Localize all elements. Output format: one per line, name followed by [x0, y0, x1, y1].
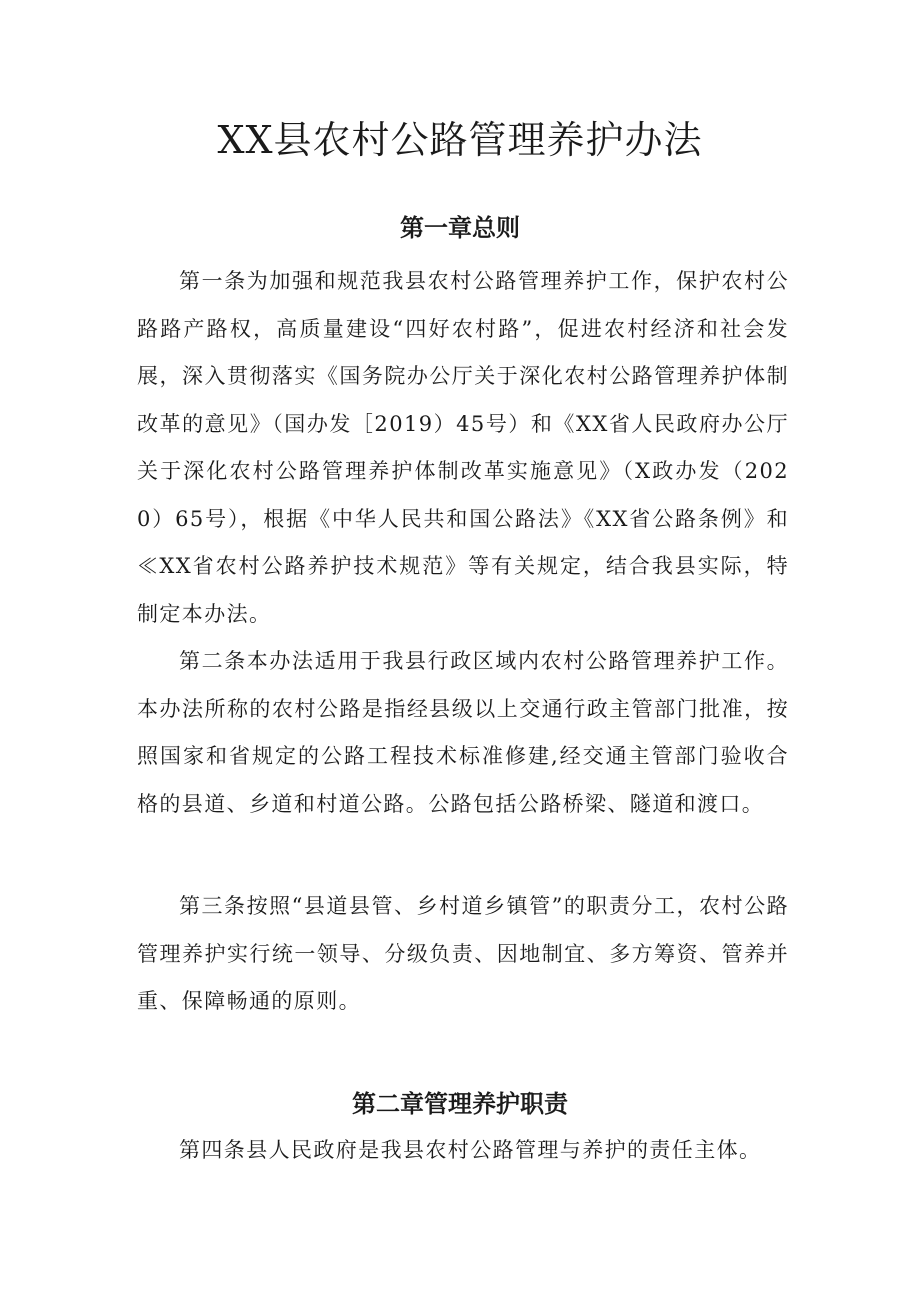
article-1: 第一条为加强和规范我县农村公路管理养护工作，保护农村公路路产路权，高质量建设“四好农村路”，促进农村经济和社会发展，深入贯彻落实《国务院办公厅关于深化农村公路管理养护体制改革的意见》（国办发［2019）45号）和《XX省人民政府办公厅关于深化农村公路管理养护体制改革实施意见》（X政办发（2020）65号），根据《中华人民共和国公路法》《XX省公路条例》和≪XX省农村公路养护技术规范》等有关规定，结合我县实际，特制定本办法。 [137, 269, 789, 626]
article-2: 第二条本办法适用于我县行政区域内农村公路管理养护工作。本办法所称的农村公路是指经县级以上交通行政主管部门批准，按照国家和省规定的公路工程技术标准修建,经交通主管部门验收合格的县道、乡道和村道公路。公路包括公路桥梁、隧道和渡口。 [137, 649, 789, 816]
chapter-2-heading: 第二章管理养护职责 [352, 1090, 568, 1118]
article-4: 第四条县人民政府是我县农村公路管理与养护的责任主体。 [179, 1138, 762, 1162]
chapter-1-heading: 第一章总则 [400, 214, 520, 242]
article-3: 第三条按照“县道县管、乡村道乡镇管”的职责分工，农村公路管理养护实行统一领导、分级负责、因地制宜、多方筹资、管养并重、保障畅通的原则。 [137, 894, 789, 1013]
document-title: XX县农村公路管理养护办法 [217, 118, 703, 162]
